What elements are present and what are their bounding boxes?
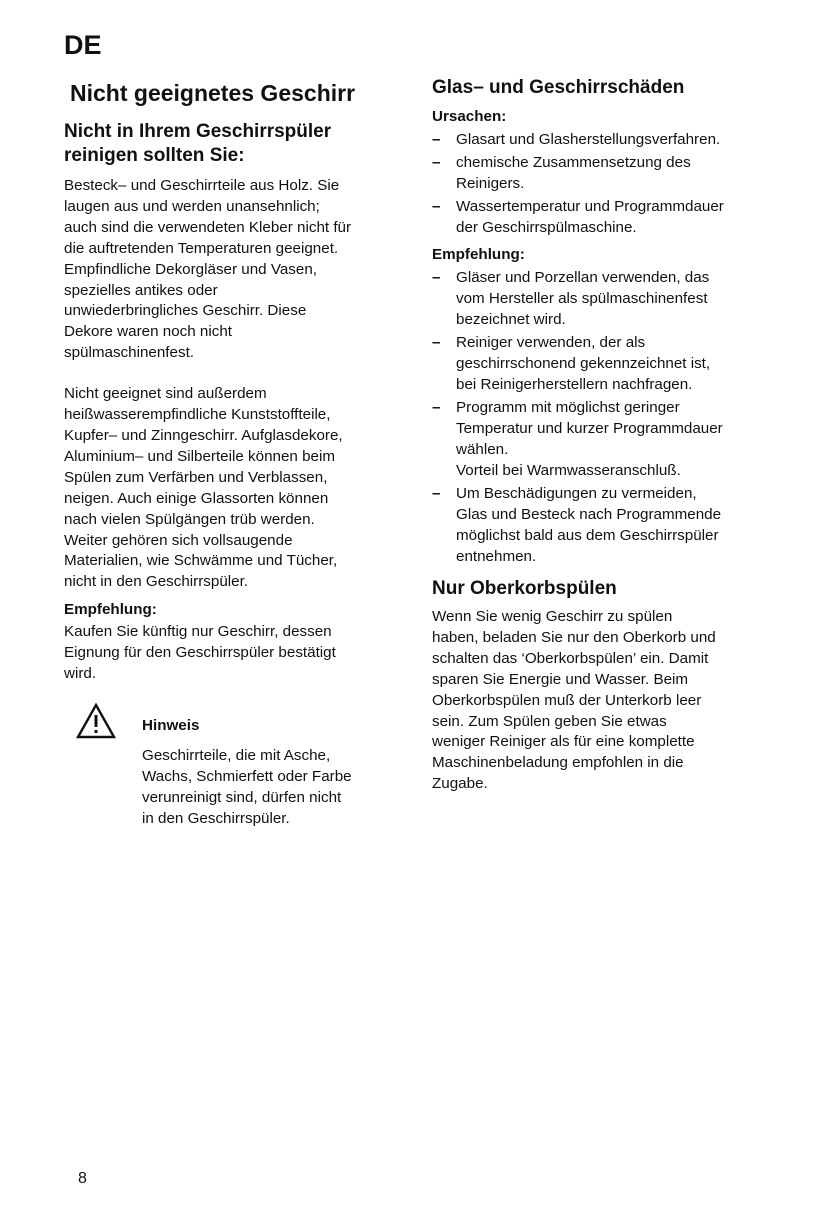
list-item-text: Glasart und Glasherstellungsverfahren.: [456, 131, 721, 148]
left-paragraph-1: Besteck– und Geschirrteile aus Holz. Sie laugen aus und werden unansehnlich; auch sind die verwendeten Kleber nicht für die auftretenden Temperaturen geeignet. Empfindliche Dekorgläser und Vasen, spezielles antikes oder unwiederbringliches Geschirr. Diese Dekore waren noch nicht spülmaschinenfest.: [64, 177, 352, 362]
ursachen-list: [432, 129, 792, 238]
list-item: [432, 196, 792, 238]
section-title-glas-schaeden: Glas– und Geschirrschäden: [432, 77, 685, 98]
list-item-text: Reiniger verwenden, der als geschirrschonend gekennzeichnet ist, bei Reinigerherstellern nachfragen.: [456, 334, 711, 393]
page-number: 8: [78, 1170, 87, 1187]
dash-bullet: –: [432, 334, 441, 351]
list-item-text: Programm mit möglichst geringer Temperatur und kurzer Programmdauer wählen. Vorteil bei Warmwasseranschluß.: [456, 399, 723, 479]
left-subtitle: Nicht in Ihrem Geschirrspüler reinigen sollten Sie:: [64, 121, 332, 166]
right-empfehlung-label: Empfehlung:: [432, 246, 525, 263]
list-item: [432, 397, 792, 481]
left-paragraph-2: Nicht geeignet sind außerdem heißwasserempfindliche Kunststoffteile, Kupfer– und Zinngeschirr. Aufglasdekore, Aluminium– und Silberteile können beim Spülen zum Verfärben und Verblassen, neigen. Auch einige Glassorten können nach vielen Spülgängen trüb werden. Weiter gehören sich vollsaugende Materialien, wie Schwämme und Tücher, nicht in den Geschirrspüler.: [64, 385, 343, 591]
list-item: [432, 267, 792, 330]
oberkorbspuelen-text: Wenn Sie wenig Geschirr zu spülen haben, beladen Sie nur den Oberkorb und schalten das ‘Oberkorbspülen’ ein. Damit sparen Sie Energie und Wasser. Beim Oberkorbspülen muß der Unterkorb leer sein. Zum Spülen geben Sie etwas weniger Reiniger als für eine komplette Maschinenbeladung empfohlen in die Zugabe.: [432, 608, 716, 793]
hint-box: [64, 703, 404, 830]
dash-bullet: –: [432, 131, 441, 148]
empfehlung-list: [432, 267, 792, 567]
page-title: Nicht geeignetes Geschirr: [70, 80, 356, 106]
dash-bullet: –: [432, 198, 441, 215]
dash-bullet: –: [432, 485, 441, 502]
list-item: [432, 483, 792, 567]
left-column: [64, 120, 404, 830]
ursachen-label: Ursachen:: [432, 108, 507, 125]
language-code: DE: [64, 30, 102, 60]
hint-title: Hinweis: [142, 716, 200, 734]
warning-triangle-icon: [76, 703, 116, 739]
dash-bullet: –: [432, 399, 441, 416]
section-title-oberkorbspuelen: Nur Oberkorbspülen: [432, 578, 617, 599]
list-item-text: Gläser und Porzellan verwenden, das vom Hersteller als spülmaschinenfest bezeichnet wird.: [456, 269, 710, 328]
list-item-text: chemische Zusammensetzung des Reinigers.: [456, 154, 691, 192]
dash-bullet: –: [432, 154, 441, 171]
list-item-text: Wassertemperatur und Programmdauer der Geschirrspülmaschine.: [456, 198, 724, 236]
hint-text: Geschirrteile, die mit Asche, Wachs, Schmierfett oder Farbe verunreinigt sind, dürfen nicht in den Geschirrspüler.: [142, 746, 352, 827]
dash-bullet: –: [432, 269, 441, 286]
right-column: [432, 76, 792, 795]
list-item: [432, 152, 792, 194]
left-empfehlung-text: Kaufen Sie künftig nur Geschirr, dessen Eignung für den Geschirrspüler bestätigt wird.: [64, 623, 336, 683]
list-item: [432, 129, 792, 150]
list-item: [432, 332, 792, 395]
list-item-text: Um Beschädigungen zu vermeiden, Glas und Besteck nach Programmende möglichst bald aus dem Geschirrspüler entnehmen.: [456, 485, 722, 565]
left-empfehlung-label: Empfehlung:: [64, 601, 157, 619]
